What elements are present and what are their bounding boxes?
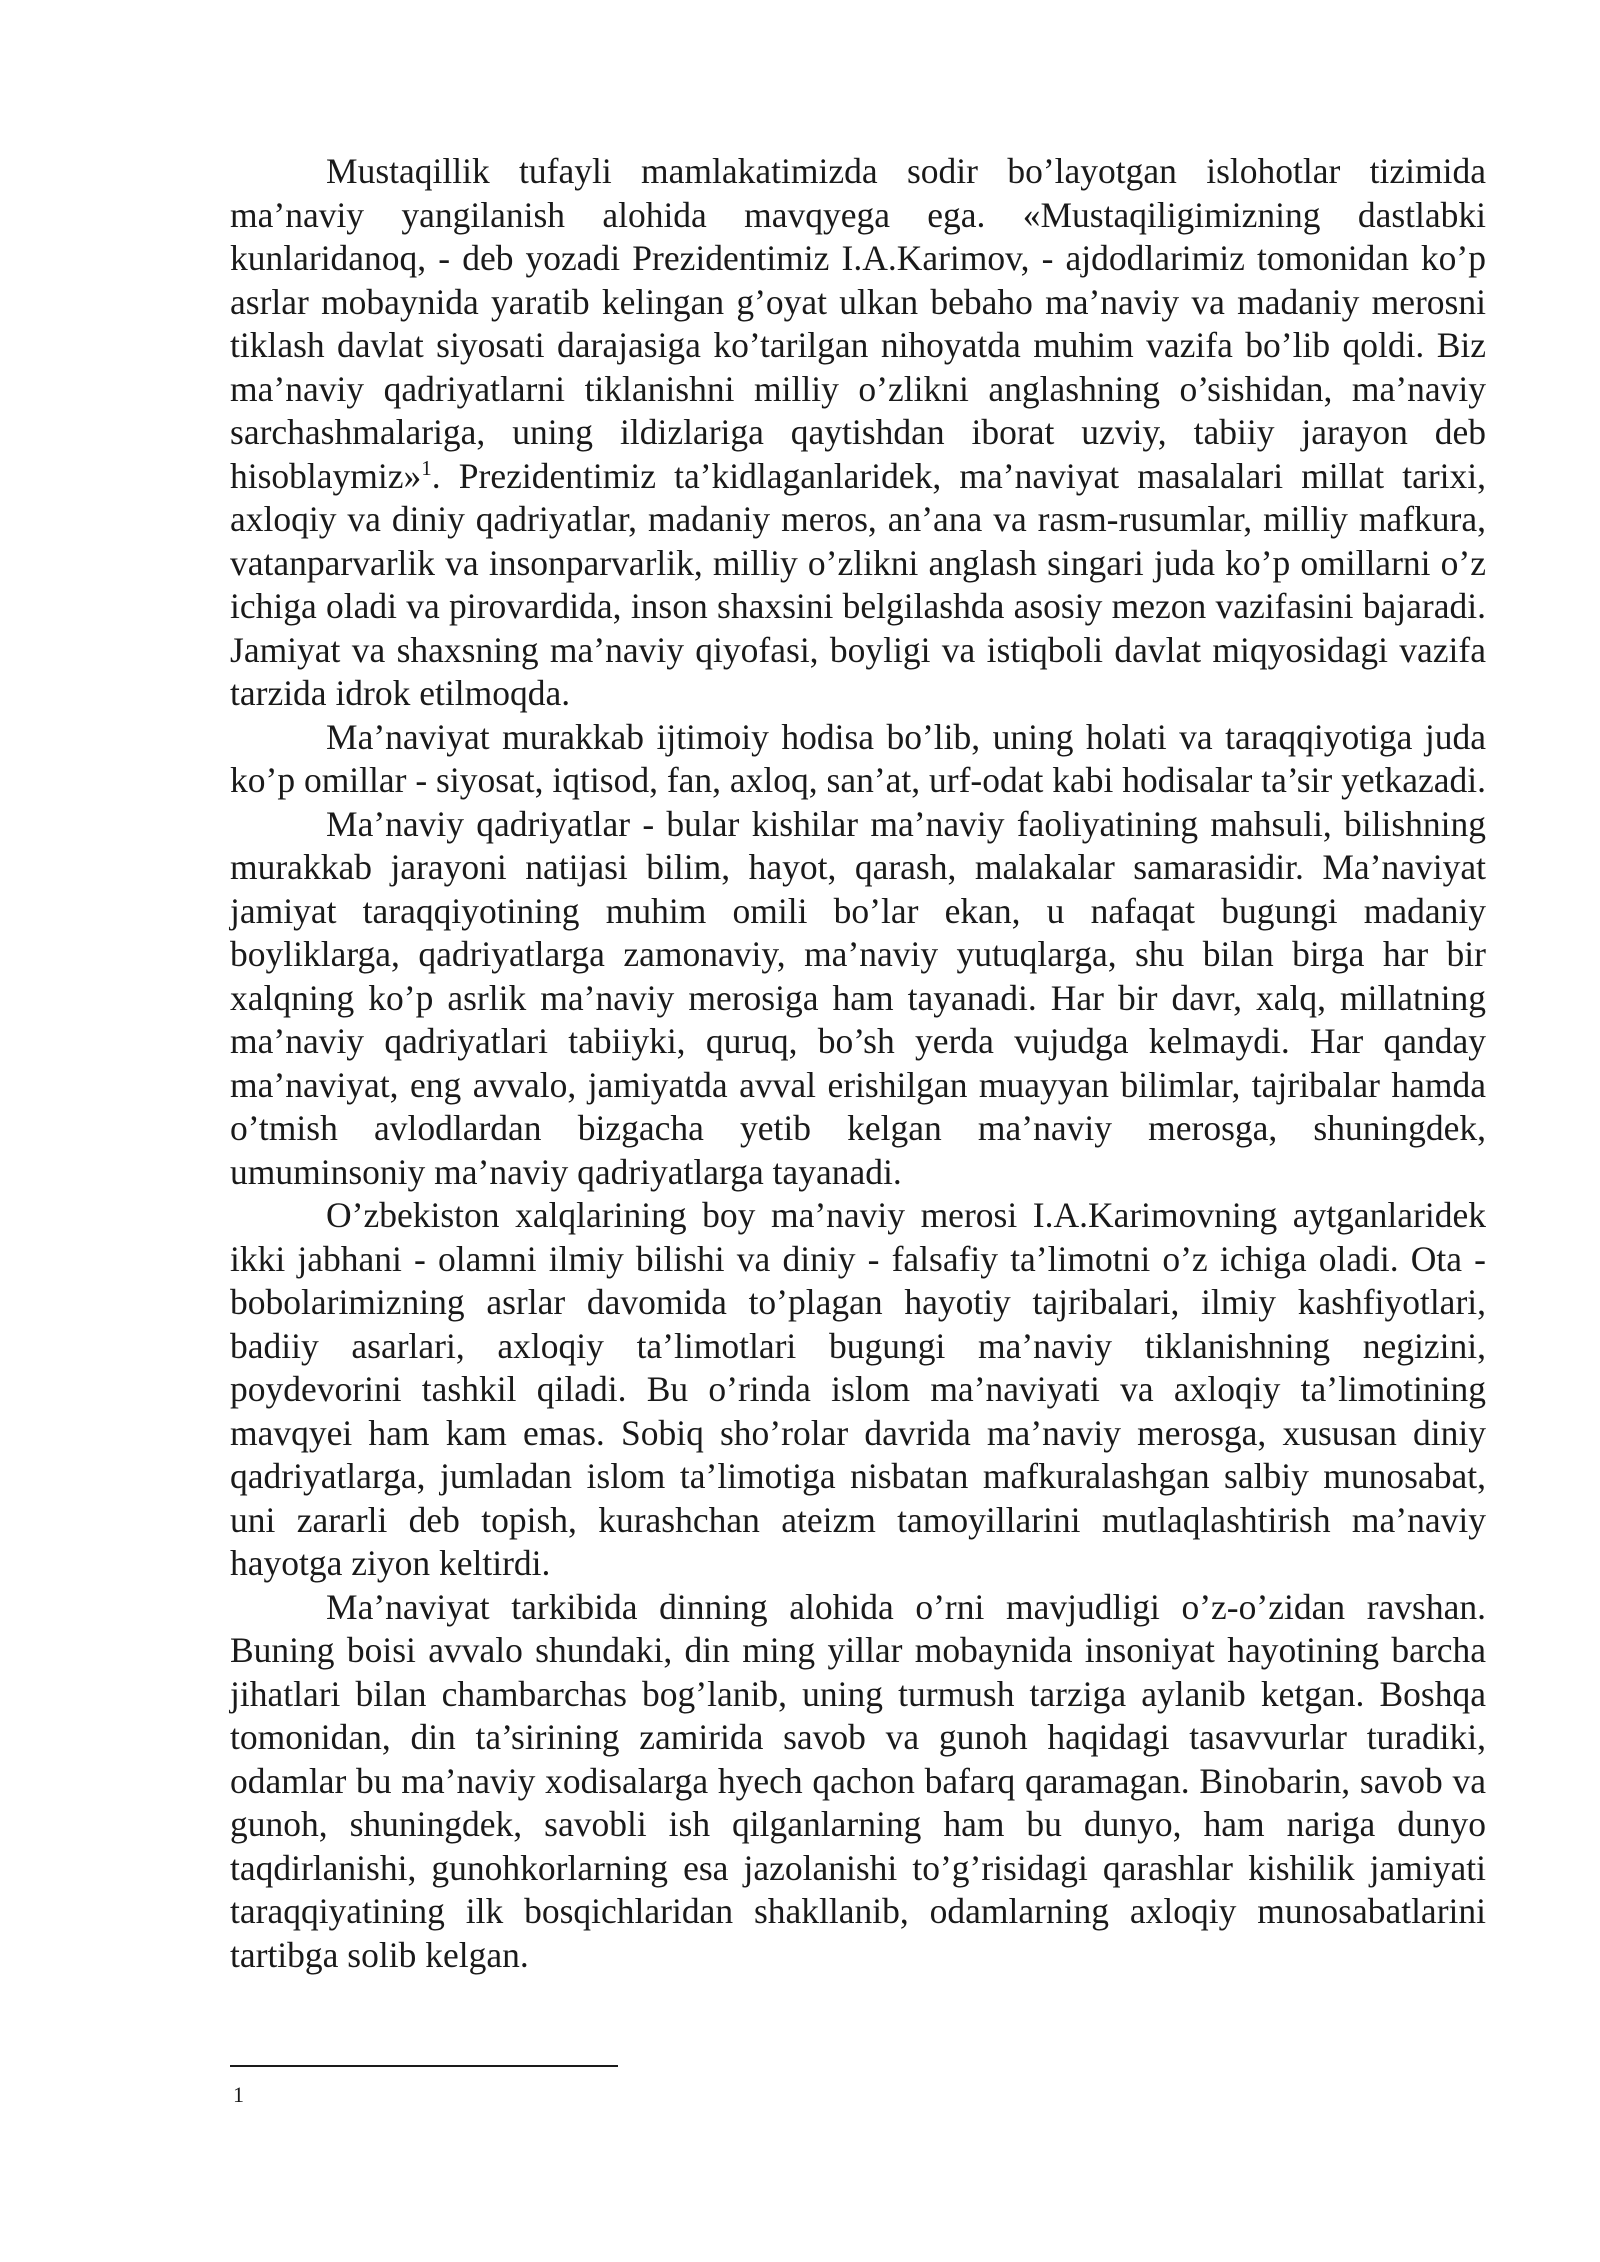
footnote-number: 1	[233, 2082, 244, 2107]
paragraph-text: . Prezidentimiz ta’kidlaganlaridek, ma’naviyat masalalari millat tarixi, axloqiy va diniy qadriyatlar, madaniy meros, an’ana va rasm-rusumlar, milliy mafkura, vatanparvarlik va insonparvarlik, milliy o’zlikni anglash singari juda ko’p omillarni o’z ichiga oladi va pirovardida, inson shaxsini belgilashda asosiy mezon vazifasini bajaradi. Jamiyat va shaxsning ma’naviy qiyofasi, boyligi va istiqboli davlat miqyosidagi vazifa tarzida idrok etilmoqda.	[230, 455, 1486, 713]
paragraph: Ma’naviyat murakkab ijtimoiy hodisa bo’lib, uning holati va taraqqiyotiga juda ko’p omillar - siyosat, iqtisod, fan, axloq, san’at, urf-odat kabi hodisalar ta’sir yetkazadi.	[230, 716, 1486, 800]
document-body	[230, 150, 1486, 1977]
footnote-separator	[230, 2065, 618, 2067]
paragraph-text: Mustaqillik tufayli mamlakatimizda sodir bo’layotgan islohotlar tizimida ma’naviy yangilanish alohida mavqyega ega. «Mustaqiligimizning dastlabki kunlaridanoq, - deb yozadi Prezidentimiz I.A.Karimov, - ajdodlarimiz tomonidan ko’p asrlar mobaynida yaratib kelingan g’oyat ulkan bebaho ma’naviy va madaniy merosni tiklash davlat siyosati darajasiga ko’tarilgan nihoyatda muhim vazifa bo’lib qoldi. Biz ma’naviy qadriyatlarni tiklanishni milliy o’zlikni anglashning o’sishidan, ma’naviy sarchashmalariga, uning ildizlariga qaytishdan iborat uzviy, tabiiy jarayon deb hisoblaymiz»	[230, 151, 1486, 496]
footnote-reference[interactable]: 1	[421, 455, 432, 480]
paragraph: O’zbekiston xalqlarining boy ma’naviy merosi I.A.Karimovning aytganlaridek ikki jabhani - olamni ilmiy bilishi va diniy - falsafiy ta’limotni o’z ichiga oladi. Ota - bobolarimizning asrlar davomida to’plagan hayotiy tajribalari, ilmiy kashfiyotlari, badiiy asarlari, axloqiy ta’limotlari bugungi ma’naviy tiklanishning negizini, poydevorini tashkil qiladi. Bu o’rinda islom ma’naviyati va axloqiy ta’limotining mavqyei ham kam emas. Sobiq sho’rolar davrida ma’naviy merosga, xususan diniy qadriyatlarga, jumladan islom ta’limotiga nisbatan mafkuralashgan salbiy munosabat, uni zararli deb topish, kurashchan ateizm tamoyillarini mutlaqlashtirish ma’naviy hayotga ziyon keltirdi.	[230, 1195, 1486, 1583]
paragraph: Ma’naviy qadriyatlar - bular kishilar ma’naviy faoliyatining mahsuli, bilishning murakkab jarayoni natijasi bilim, hayot, qarash, malakalar samarasidir. Ma’naviyat jamiyat taraqqiyotining muhim omili bo’lar ekan, u nafaqat bugungi madaniy boyliklarga, qadriyatlarga zamonaviy, ma’naviy yutuqlarga, shu bilan birga har bir xalqning ko’p asrlik ma’naviy merosiga ham tayanadi. Har bir davr, xalq, millatning ma’naviy qadriyatlari tabiiyki, quruq, bo’sh yerda vujudga kelmaydi. Har qanday ma’naviyat, eng avvalo, jamiyatda avval erishilgan muayyan bilimlar, tajribalar hamda o’tmish avlodlardan bizgacha yetib kelgan ma’naviy merosga, shuningdek, umuminsoniy ma’naviy qadriyatlarga tayanadi.	[230, 803, 1486, 1192]
footnote	[233, 2082, 244, 2108]
paragraph	[230, 150, 1486, 716]
paragraph: Ma’naviyat tarkibida dinning alohida o’rni mavjudligi o’z-o’zidan ravshan. Buning boisi avvalo shundaki, din ming yillar mobaynida insoniyat hayotining barcha jihatlari bilan chambarchas bog’lanib, uning turmush tarziga aylanib ketgan. Boshqa tomonidan, din ta’sirining zamirida savob va gunoh haqidagi tasavvurlar turadiki, odamlar bu ma’naviy xodisalarga hyech qachon bafarq qaramagan. Binobarin, savob va gunoh, shuningdek, savobli ish qilganlarning ham bu dunyo, ham nariga dunyo taqdirlanishi, gunohkorlarning esa jazolanishi to’g’risidagi qarashlar kishilik jamiyati taraqqiyatining ilk bosqichlaridan shakllanib, odamlarning axloqiy munosabatlarini tartibga solib kelgan.	[230, 1586, 1486, 1975]
